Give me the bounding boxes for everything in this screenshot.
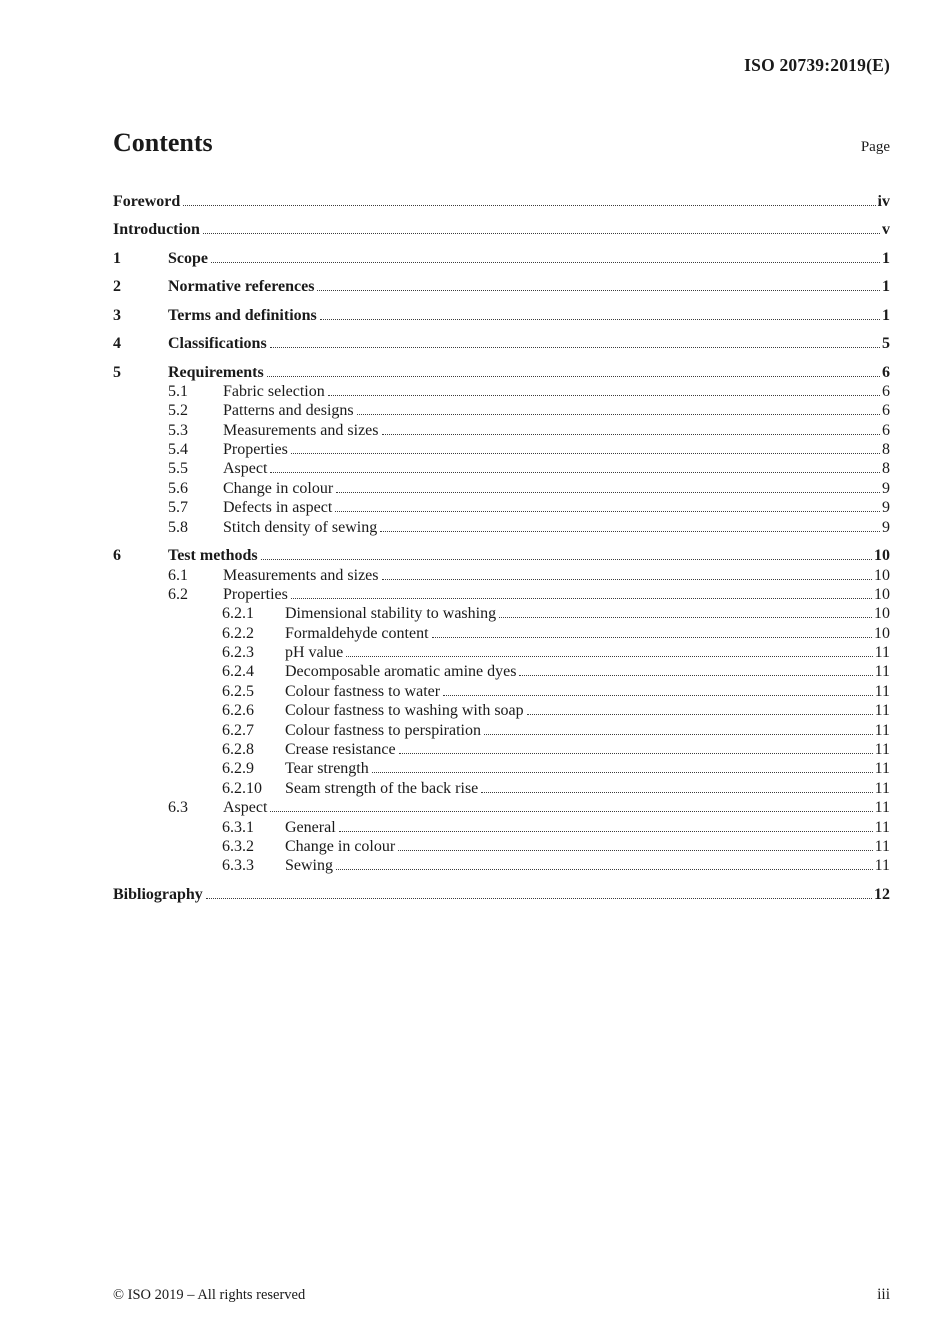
toc-entry-number: 2: [113, 278, 121, 295]
dot-leader: [328, 395, 880, 396]
toc-entry-page: 11: [874, 760, 890, 778]
toc-entry-page: 10: [874, 624, 890, 642]
toc-entry-number: 6: [113, 547, 121, 565]
toc-entry-title: Dimensional stability to washing: [285, 605, 497, 623]
toc-entry-number: 5.2: [168, 402, 188, 420]
toc-entry[interactable]: [113, 857, 890, 875]
toc-entry[interactable]: [113, 499, 890, 517]
toc-entry-title: Formaldehyde content: [285, 624, 429, 642]
toc-entry-page: 9: [882, 479, 890, 497]
toc-entry-number: 3: [113, 306, 121, 324]
toc-entry[interactable]: [113, 663, 890, 681]
dot-leader: [398, 850, 872, 851]
toc-entry[interactable]: [113, 460, 890, 478]
toc-entry-title: Colour fastness to water: [285, 682, 441, 700]
toc-entry-page: 1: [882, 249, 890, 267]
document-reference: ISO 20739:2019(E): [744, 55, 890, 75]
dot-leader: [317, 290, 880, 291]
toc-entry[interactable]: [113, 683, 890, 701]
toc-entry-page: 11: [874, 818, 890, 836]
toc-entry-title: Terms and definitions: [168, 306, 317, 324]
dot-leader: [270, 811, 872, 812]
toc-entry-number: 6.2: [168, 585, 188, 603]
toc-entry-title: Stitch density of sewing: [223, 518, 378, 536]
toc-entry-number: 6.2.5: [222, 682, 254, 700]
toc-entry[interactable]: [113, 383, 890, 401]
toc-entry-page: 11: [874, 837, 890, 855]
dot-leader: [372, 772, 873, 773]
toc-entry[interactable]: [113, 364, 890, 382]
toc-entry-title: Properties: [223, 441, 288, 459]
toc-entry[interactable]: [113, 547, 890, 565]
toc-entry-page: 8: [882, 460, 890, 478]
toc-entry-title: Foreword: [113, 192, 181, 210]
dot-leader: [527, 714, 873, 715]
dot-leader: [270, 472, 880, 473]
toc-entry-page: 6: [882, 363, 890, 381]
toc-entry-number: 6.2.2: [222, 624, 254, 642]
toc-entry-title: Aspect: [223, 460, 268, 478]
dot-leader: [206, 898, 872, 899]
toc-entry-number: 6.2.3: [222, 644, 254, 662]
toc-entry-title: General: [285, 818, 336, 836]
toc-entry-page: 1: [882, 278, 890, 295]
toc-entry-page: 11: [874, 857, 890, 875]
toc-entry-page: 10: [874, 547, 890, 565]
toc-entry-page: 5: [882, 335, 890, 352]
toc-entry-title: Bibliography: [113, 885, 203, 903]
toc-entry-title: Properties: [223, 585, 288, 603]
toc-entry-page: 8: [882, 441, 890, 459]
toc-entry-number: 6.3.3: [222, 857, 254, 875]
toc-entry-page: 6: [882, 421, 890, 439]
toc-entry[interactable]: [113, 780, 890, 798]
toc-entry-page: 9: [882, 499, 890, 517]
toc-entry-number: 6.3.2: [222, 837, 254, 855]
toc-entry[interactable]: [113, 586, 890, 604]
dot-leader: [270, 347, 880, 348]
dot-leader: [291, 453, 880, 454]
toc-entry-title: Measurements and sizes: [223, 421, 379, 439]
page-number: iii: [877, 1286, 890, 1303]
dot-leader: [320, 319, 880, 320]
toc-entry-page: 10: [874, 566, 890, 584]
toc-entry[interactable]: [113, 278, 890, 296]
toc-entry-number: 6.3.1: [222, 818, 254, 836]
toc-entry-number: 6.2.10: [222, 779, 262, 797]
toc-entry[interactable]: [113, 335, 890, 353]
toc-entry[interactable]: [113, 760, 890, 778]
toc-entry-page: 11: [874, 799, 890, 817]
toc-entry[interactable]: [113, 441, 890, 459]
dot-leader: [357, 414, 880, 415]
toc-entry-number: 6.1: [168, 566, 188, 584]
toc-entry[interactable]: [113, 402, 890, 420]
dot-leader: [382, 579, 872, 580]
toc-entry-page: iv: [877, 192, 890, 210]
dot-leader: [484, 734, 873, 735]
dot-leader: [335, 511, 880, 512]
toc-entry-page: 11: [874, 682, 890, 700]
toc-entry-title: Change in colour: [223, 479, 334, 497]
dot-leader: [336, 869, 873, 870]
dot-leader: [382, 434, 880, 435]
toc-entry-number: 4: [113, 335, 121, 352]
toc-entry-number: 6.2.9: [222, 760, 254, 778]
toc-entry-page: 6: [882, 382, 890, 400]
toc-entry[interactable]: [113, 480, 890, 498]
toc-entry-title: Normative references: [168, 278, 315, 295]
dot-leader: [432, 637, 872, 638]
toc-entry[interactable]: [113, 644, 890, 662]
toc-entry-page: 10: [874, 585, 890, 603]
toc-entry-number: 6.2.4: [222, 663, 254, 681]
toc-entry-number: 5.7: [168, 499, 188, 517]
toc-entry-title: Colour fastness to perspiration: [285, 721, 481, 739]
toc-entry[interactable]: [113, 819, 890, 837]
toc-entry-title: Crease resistance: [285, 741, 396, 759]
dot-leader: [339, 831, 873, 832]
toc-entry-title: Colour fastness to washing with soap: [285, 702, 524, 720]
dot-leader: [346, 656, 872, 657]
toc-entry-number: 5.5: [168, 460, 188, 478]
toc-entry[interactable]: [113, 221, 890, 239]
toc-entry-title: Decomposable aromatic amine dyes: [285, 663, 517, 681]
toc-entry-page: 11: [874, 721, 890, 739]
page-column-label: Page: [860, 139, 890, 155]
toc-entry[interactable]: [113, 567, 890, 585]
toc-entry-page: 6: [882, 402, 890, 420]
toc-entry-number: 5.3: [168, 421, 188, 439]
toc-entry-title: Requirements: [168, 363, 264, 381]
dot-leader: [183, 205, 875, 206]
toc-entry[interactable]: [113, 799, 890, 817]
dot-leader: [291, 598, 872, 599]
toc-entry-number: 5: [113, 363, 121, 381]
toc-entry[interactable]: [113, 722, 890, 740]
toc-entry-page: 1: [882, 306, 890, 324]
toc-entry-number: 6.2.6: [222, 702, 254, 720]
toc-entry-number: 6.2.8: [222, 741, 254, 759]
dot-leader: [211, 262, 880, 263]
toc-entry-page: v: [882, 221, 890, 238]
toc-entry-number: 6.2.1: [222, 605, 254, 623]
toc-entry[interactable]: [113, 193, 890, 211]
toc-entry-number: 1: [113, 249, 121, 267]
page-footer: [113, 1286, 890, 1304]
page-title: Contents: [113, 128, 213, 157]
toc-entry-page: 11: [874, 741, 890, 759]
toc-entry-title: Patterns and designs: [223, 402, 354, 420]
toc-entry-number: 5.1: [168, 382, 188, 400]
toc-entry-title: Scope: [168, 249, 208, 267]
toc-entry-title: Defects in aspect: [223, 499, 333, 517]
toc-entry-title: Measurements and sizes: [223, 566, 379, 584]
dot-leader: [443, 695, 873, 696]
toc-entry[interactable]: [113, 838, 890, 856]
toc-entry-title: Change in colour: [285, 837, 396, 855]
dot-leader: [261, 559, 872, 560]
toc-entry-title: Tear strength: [285, 760, 369, 778]
table-of-contents: [113, 182, 890, 904]
toc-entry[interactable]: [113, 702, 890, 720]
toc-entry-page: 11: [874, 702, 890, 720]
toc-entry-title: Sewing: [285, 857, 333, 875]
toc-entry-page: 12: [874, 885, 890, 903]
dot-leader: [203, 233, 880, 234]
toc-entry-page: 11: [874, 663, 890, 681]
toc-entry-number: 5.4: [168, 441, 188, 459]
toc-entry-page: 11: [874, 644, 890, 662]
toc-entry-page: 11: [874, 779, 890, 797]
toc-entry-title: Aspect: [223, 799, 268, 817]
contents-header: [113, 128, 890, 158]
toc-entry-number: 5.6: [168, 479, 188, 497]
toc-entry[interactable]: [113, 250, 890, 268]
toc-entry[interactable]: [113, 422, 890, 440]
toc-entry-title: Fabric selection: [223, 382, 325, 400]
toc-entry-title: Seam strength of the back rise: [285, 779, 479, 797]
dot-leader: [380, 531, 880, 532]
toc-entry-page: 10: [874, 605, 890, 623]
toc-entry[interactable]: [113, 605, 890, 623]
toc-entry-number: 5.8: [168, 518, 188, 536]
dot-leader: [267, 376, 880, 377]
toc-entry[interactable]: [113, 741, 890, 759]
toc-entry-title: Introduction: [113, 221, 200, 238]
toc-entry[interactable]: [113, 625, 890, 643]
toc-entry[interactable]: [113, 886, 890, 904]
toc-entry[interactable]: [113, 307, 890, 325]
toc-entry[interactable]: [113, 519, 890, 537]
toc-entry-title: Classifications: [168, 335, 267, 352]
toc-entry-page: 9: [882, 518, 890, 536]
dot-leader: [336, 492, 880, 493]
toc-entry-number: 6.2.7: [222, 721, 254, 739]
dot-leader: [481, 792, 872, 793]
dot-leader: [499, 617, 872, 618]
toc-entry-title: pH value: [285, 644, 344, 662]
dot-leader: [399, 753, 873, 754]
dot-leader: [519, 675, 872, 676]
toc-entry-number: 6.3: [168, 799, 188, 817]
toc-entry-title: Test methods: [168, 547, 258, 565]
copyright-notice: © ISO 2019 – All rights reserved: [113, 1287, 306, 1303]
